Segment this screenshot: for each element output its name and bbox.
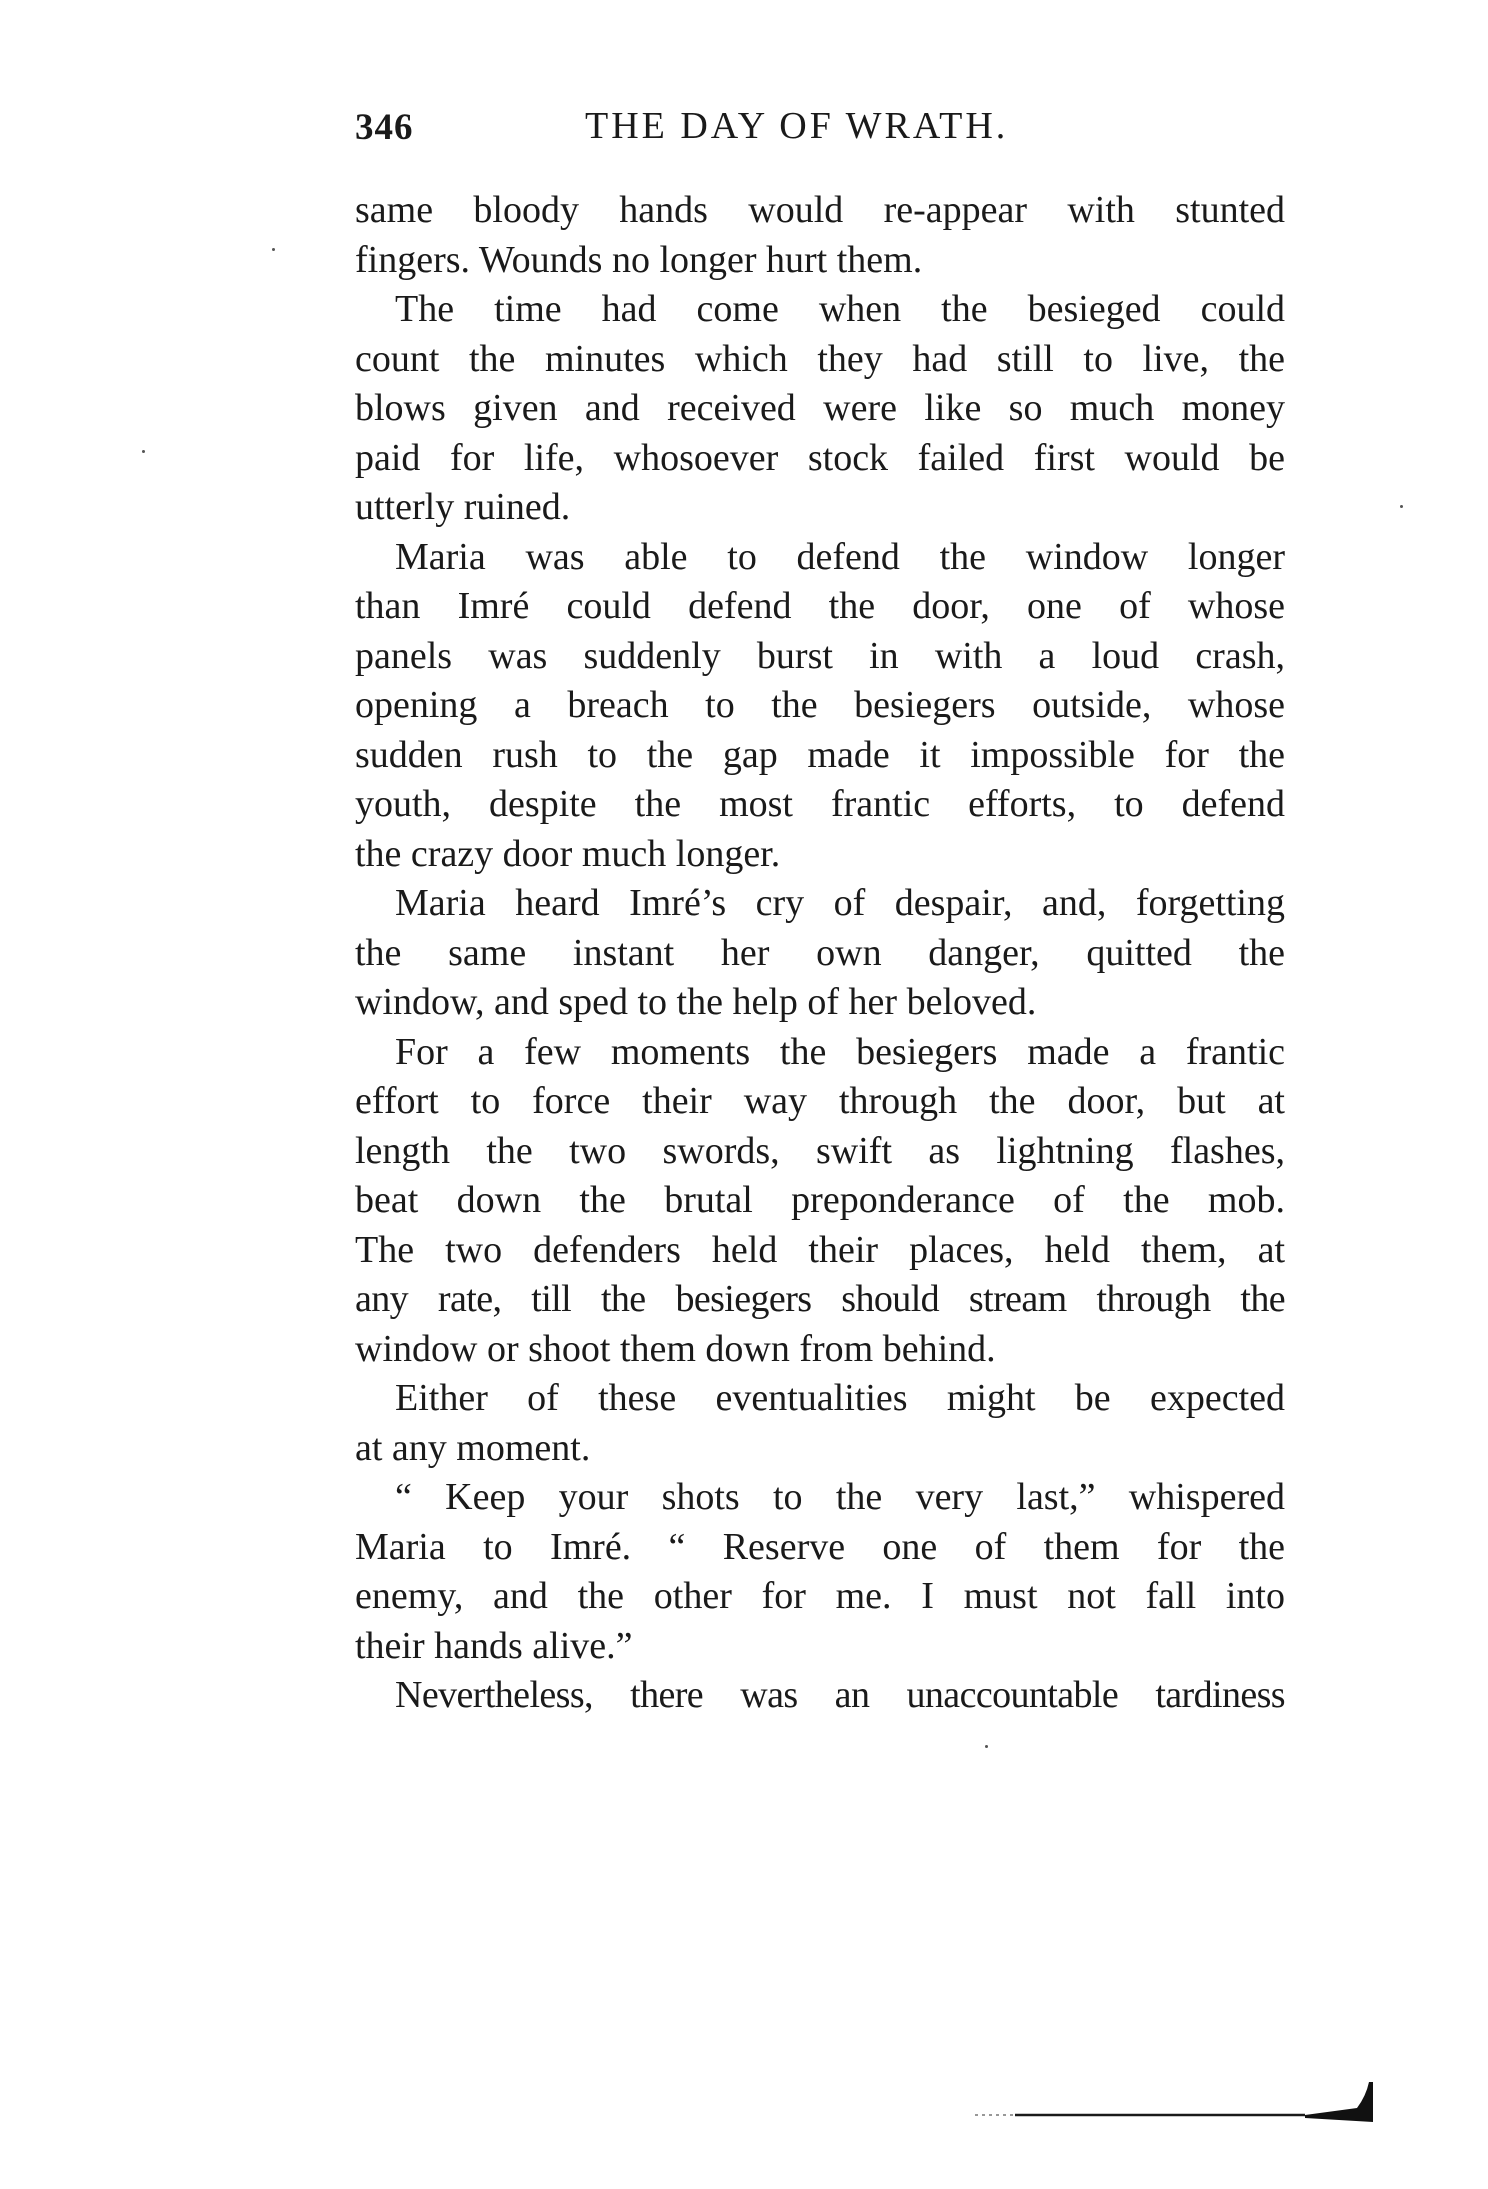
paragraph-8: [355, 1671, 1285, 1721]
text-line: the crazy door much longer.: [355, 832, 781, 875]
text-line: effort to force their way through the door, but at: [355, 1080, 1285, 1122]
text-line: window, and sped to the help of her beloved.: [355, 981, 1037, 1023]
text-line: Either of these eventualities might be expected: [395, 1377, 1285, 1419]
text-line: utterly ruined.: [355, 486, 571, 528]
text-line: paid for life, whosoever stock failed first would be: [355, 436, 1285, 479]
text-line: count the minutes which they had still to live, the: [355, 337, 1285, 380]
paragraph-7: [355, 1473, 1285, 1671]
text-line: their hands alive.”: [355, 1624, 633, 1667]
page-number: 346: [355, 107, 414, 148]
text-line: length the two swords, swift as lightning flashes,: [355, 1129, 1285, 1172]
text-line: “ Keep your shots to the very last,” whispered: [395, 1476, 1285, 1518]
text-line: panels was suddenly burst in with a loud crash,: [355, 634, 1285, 677]
paragraph-1: [355, 186, 1285, 285]
text-line: fingers. Wounds no longer hurt them.: [355, 238, 923, 281]
running-title: THE DAY OF WRATH.: [585, 105, 1009, 147]
paragraph-3: [355, 533, 1285, 880]
text-line: than Imré could defend the door, one of whose: [355, 585, 1285, 627]
text-line: at any moment.: [355, 1426, 591, 1469]
scan-speck: [1400, 505, 1403, 508]
text-line: any rate, till the besiegers should stream through the: [355, 1278, 1285, 1320]
text-line: enemy, and the other for me. I must not fall into: [355, 1575, 1285, 1617]
text-line: youth, despite the most frantic efforts, to defend: [355, 783, 1285, 825]
text-line: beat down the brutal preponderance of the mob.: [355, 1179, 1285, 1221]
text-line: the same instant her own danger, quitted the: [355, 931, 1285, 974]
paragraph-5: [355, 1028, 1285, 1375]
text-line: sudden rush to the gap made it impossible for the: [355, 733, 1285, 776]
text-line: Maria to Imré. “ Reserve one of them for the: [355, 1525, 1285, 1568]
scan-speck: [985, 1745, 988, 1748]
text-line: The two defenders held their places, held them, at: [355, 1228, 1285, 1271]
body-text: [355, 186, 1285, 1721]
text-line: same bloody hands would re-appear with stunted: [355, 189, 1285, 231]
scan-speck: [142, 450, 145, 453]
end-rule-mark: [975, 2078, 1375, 2128]
text-line: For a few moments the besiegers made a frantic: [395, 1030, 1285, 1073]
text-line: Maria heard Imré’s cry of despair, and, forgetting: [395, 882, 1285, 924]
scan-speck: [272, 248, 275, 251]
text-line: Maria was able to defend the window longer: [395, 535, 1285, 578]
paragraph-2: [355, 285, 1285, 533]
paragraph-6: [355, 1374, 1285, 1473]
text-line: blows given and received were like so much money: [355, 387, 1285, 429]
text-line: window or shoot them down from behind.: [355, 1327, 996, 1370]
running-head: [355, 100, 1285, 160]
paragraph-4: [355, 879, 1285, 1028]
text-line: The time had come when the besieged could: [395, 288, 1285, 330]
text-line: Nevertheless, there was an unaccountable tardiness: [395, 1674, 1285, 1716]
text-line: opening a breach to the besiegers outside, whose: [355, 684, 1285, 726]
